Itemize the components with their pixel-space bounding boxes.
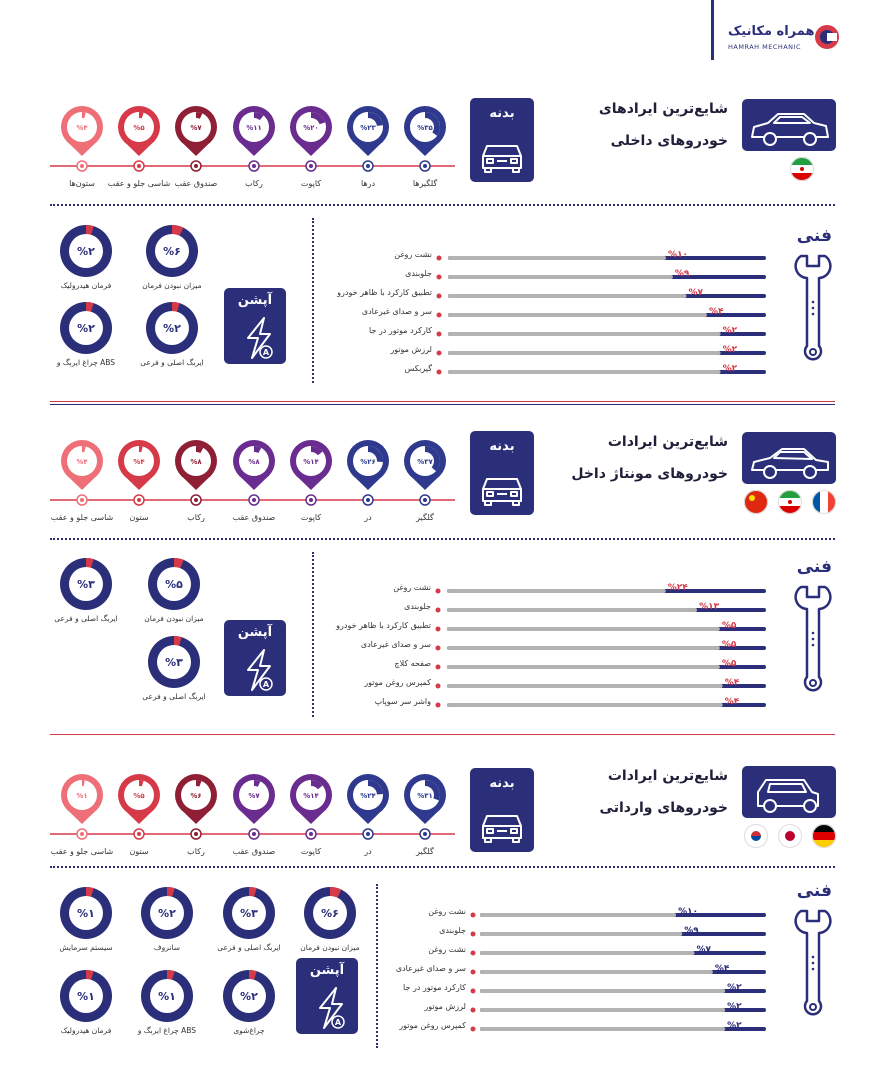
pin-marker — [344, 774, 392, 842]
wrench-icon — [793, 583, 833, 695]
donut-value: %۲ — [77, 245, 95, 258]
bar-track — [447, 645, 766, 651]
brand-name: همراه مکانیک — [728, 24, 815, 39]
bar-track — [447, 702, 766, 708]
option-donut-label: چراغ ایربگ و ABS — [56, 358, 116, 367]
pin-value: %۳۷ — [417, 458, 433, 466]
pin-value: %۱ — [76, 792, 88, 800]
pin-marker — [58, 106, 106, 174]
section-3-vertical-divider — [376, 884, 378, 1048]
bar-label: کمپرس روغن موتور — [364, 678, 431, 687]
pin-label: ستون — [129, 513, 149, 522]
bar-value: %۲ — [722, 326, 738, 336]
option-donut — [147, 635, 201, 689]
donut-value: %۱ — [77, 907, 95, 920]
option-donut-label: ایربگ اصلی و فرعی — [217, 943, 281, 952]
pin-label: رکاب — [187, 513, 205, 522]
svg-text:A: A — [262, 348, 270, 357]
pin-label: درها — [360, 179, 376, 188]
option-donut-label: فرمان هیدرولیک — [60, 1026, 112, 1035]
bar-value: %۴ — [714, 964, 730, 974]
bar-bullet — [434, 625, 442, 633]
korea-flag-icon — [744, 824, 768, 848]
pin-value: %۳۱ — [417, 792, 433, 800]
bar-fill — [480, 913, 676, 917]
option-donut-label: ایربگ اصلی و فرعی — [142, 692, 206, 701]
bar-label: تطبیق کارکرد با ظاهر خودرو — [336, 621, 431, 630]
bar-bullet — [434, 587, 442, 595]
pin-label: گلگیر — [416, 847, 434, 856]
bar-label: گیربکس — [404, 364, 432, 373]
pin-label: گلگیر — [416, 513, 434, 522]
bar-fill — [447, 684, 723, 688]
bar-fill — [447, 589, 666, 593]
bar-fill — [448, 332, 721, 336]
bar-label: جلوبندی — [405, 269, 432, 278]
car-front-icon — [477, 808, 527, 846]
pin-marker — [401, 106, 449, 174]
option-donut — [147, 557, 201, 611]
option-category-label: آپشن — [237, 625, 273, 640]
bar-track — [447, 588, 766, 594]
pin-value: %۲۳ — [360, 124, 376, 132]
pin-marker — [401, 774, 449, 842]
bar-bullet — [435, 254, 443, 262]
bar-label: واشر سر سوپاپ — [374, 697, 431, 706]
car-icon-box — [742, 766, 836, 818]
option-donut — [140, 886, 194, 940]
bar-fill — [447, 703, 723, 707]
bar-value: %۲ — [722, 364, 738, 374]
option-donut-label: ایربگ اصلی و فرعی — [140, 358, 204, 367]
bar-label: سر و صدای غیرعادی — [360, 640, 431, 649]
bar-fill — [480, 989, 725, 993]
section-title-line-2: خودروهای مونتاژ داخل — [571, 466, 728, 482]
bar-bullet — [435, 311, 443, 319]
pin-value: %۲۰ — [303, 124, 319, 132]
bar-value: %۱۰ — [678, 907, 699, 917]
section-3-dotted-divider — [50, 866, 835, 868]
bar-track — [448, 331, 766, 337]
section-title-line-1: شایع‌ترین ایرادات — [607, 434, 728, 450]
bar-value: %۲ — [722, 345, 738, 355]
pin-marker — [230, 106, 278, 174]
car-front-icon — [477, 471, 527, 509]
bar-fill — [448, 370, 721, 374]
bar-track — [480, 912, 766, 918]
option-category-box — [224, 620, 286, 696]
option-donut-label: فرمان هیدرولیک — [60, 281, 112, 290]
brand-logo — [722, 24, 842, 60]
pin-value: %۱۱ — [246, 124, 262, 132]
bar-bullet — [469, 987, 477, 995]
donut-value: %۳ — [240, 907, 258, 920]
pin-marker — [115, 106, 163, 174]
pin-value: %۱۴ — [303, 792, 319, 800]
pin-label: ستون‌ها — [69, 179, 95, 188]
bar-value: %۵ — [721, 621, 737, 631]
section-title-line-1: شایع‌ترین ایرادات — [607, 768, 728, 784]
pin-label: شاسی جلو و عقب — [50, 513, 114, 522]
brand-subtitle: HAMRAH MECHANIC — [728, 43, 802, 51]
bar-label: نشت روغن — [393, 583, 431, 592]
pin-marker — [172, 440, 220, 508]
option-donut — [303, 886, 357, 940]
car-front-icon — [477, 138, 527, 176]
bar-track — [480, 988, 766, 994]
body-category-label: بدنه — [489, 776, 515, 791]
pin-value: %۱۴ — [303, 458, 319, 466]
bar-track — [447, 683, 766, 689]
suv-icon — [746, 768, 834, 816]
pin-value: %۲۶ — [360, 458, 376, 466]
pin-label: رکاب — [245, 179, 263, 188]
bar-track — [480, 950, 766, 956]
wrench-icon — [793, 907, 833, 1019]
pin-value: %۸ — [190, 458, 202, 466]
bar-bullet — [434, 644, 442, 652]
option-donut — [59, 886, 113, 940]
body-category-box — [470, 768, 534, 852]
pin-label: صندوق عقب — [174, 179, 218, 188]
bar-track — [480, 1026, 766, 1032]
section-divider-1 — [50, 401, 835, 402]
option-donut — [59, 557, 113, 611]
bar-fill — [448, 294, 687, 298]
option-donut-label: چراغ‌شوی — [233, 1026, 265, 1035]
pin-value: %۴ — [76, 458, 88, 466]
bar-label: لرزش موتور — [390, 345, 432, 354]
bar-fill — [448, 256, 666, 260]
bar-label: نشت روغن — [428, 907, 466, 916]
iran-flag-icon — [778, 490, 802, 514]
lightning-bolt-icon — [310, 986, 346, 1032]
donut-value: %۱ — [77, 990, 95, 1003]
section-divider-1b — [50, 404, 835, 405]
brand-emblem-icon — [814, 24, 840, 50]
bar-value: %۱۳ — [699, 602, 720, 612]
bar-value: %۱۰ — [668, 250, 689, 260]
bar-bullet — [435, 292, 443, 300]
option-donut — [222, 886, 276, 940]
pin-marker — [230, 440, 278, 508]
bar-label: کمپرس روغن موتور — [399, 1021, 466, 1030]
option-donut-label: میزان نبودن فرمان — [144, 614, 204, 623]
pin-marker — [172, 774, 220, 842]
bar-bullet — [435, 273, 443, 281]
bar-value: %۲۴ — [667, 583, 688, 593]
bar-fill — [480, 951, 695, 955]
pin-value: %۶ — [190, 792, 202, 800]
bar-fill — [448, 275, 673, 279]
car-icon-box — [742, 432, 836, 484]
bar-track — [447, 664, 766, 670]
donut-value: %۲ — [163, 322, 181, 335]
pin-marker — [287, 106, 335, 174]
section-1-dotted-divider — [50, 204, 835, 206]
option-donut — [59, 301, 113, 355]
option-donut-label: ایربگ اصلی و فرعی — [54, 614, 118, 623]
bar-bullet — [435, 330, 443, 338]
option-category-label: آپشن — [237, 293, 273, 308]
bar-bullet — [469, 968, 477, 976]
bar-track — [448, 293, 766, 299]
bar-fill — [480, 1027, 725, 1031]
pin-marker — [115, 440, 163, 508]
pin-value: %۸ — [248, 458, 260, 466]
bar-track — [448, 369, 766, 375]
iran-flag-icon — [790, 157, 814, 181]
bar-bullet — [434, 701, 442, 709]
bar-fill — [480, 970, 713, 974]
section-1-vertical-divider — [312, 218, 314, 383]
bar-value: %۷ — [688, 288, 704, 298]
bar-label: نشت روغن — [394, 250, 432, 259]
bar-bullet — [469, 1025, 477, 1033]
pin-value: %۷ — [248, 792, 260, 800]
bar-bullet — [435, 349, 443, 357]
option-donut — [59, 224, 113, 278]
coupe-icon — [746, 434, 834, 482]
logo-divider — [711, 0, 714, 60]
option-donut — [140, 969, 194, 1023]
option-donut-label: سانروف — [153, 943, 181, 952]
bar-label: کارکرد موتور در جا — [403, 983, 466, 992]
bar-fill — [447, 608, 697, 612]
bar-track — [448, 255, 766, 261]
bar-value: %۲ — [727, 1021, 742, 1031]
bar-bullet — [434, 663, 442, 671]
section-title-line-1: شایع‌ترین ایرادهای — [598, 101, 728, 117]
bar-fill — [448, 313, 707, 317]
bar-value: %۴ — [708, 307, 724, 317]
technical-title: فنی — [796, 881, 832, 901]
pin-marker — [58, 774, 106, 842]
bar-value: %۷ — [696, 945, 712, 955]
japan-flag-icon — [778, 824, 802, 848]
svg-text:A: A — [262, 680, 270, 689]
section-title-line-2: خودروهای داخلی — [610, 133, 728, 149]
pin-marker — [287, 440, 335, 508]
bar-value: %۹ — [674, 269, 690, 279]
bar-label: لرزش موتور — [424, 1002, 466, 1011]
technical-title: فنی — [796, 557, 832, 577]
section-title-line-2: خودروهای وارداتی — [599, 800, 728, 816]
wrench-icon — [793, 252, 833, 364]
pin-label: صندوق عقب — [232, 847, 276, 856]
pin-value: %۳۵ — [417, 124, 433, 132]
bar-bullet — [469, 949, 477, 957]
pin-marker — [344, 440, 392, 508]
pin-label: در — [364, 847, 372, 856]
bar-label: نشت روغن — [428, 945, 466, 954]
bar-fill — [480, 1008, 725, 1012]
option-donut-label: سیستم سرمایش — [59, 943, 113, 952]
bar-bullet — [469, 911, 477, 919]
france-flag-icon — [812, 490, 836, 514]
donut-value: %۵ — [165, 578, 183, 591]
bar-bullet — [469, 1006, 477, 1014]
bar-fill — [447, 627, 720, 631]
pin-value: %۴ — [76, 124, 88, 132]
germany-flag-icon — [812, 824, 836, 848]
bar-value: %۴ — [724, 678, 740, 688]
option-donut-label: چراغ ایربگ و ABS — [137, 1026, 197, 1035]
bar-value: %۲ — [727, 983, 742, 993]
pin-value: %۵ — [133, 792, 145, 800]
pin-marker — [344, 106, 392, 174]
pin-marker — [230, 774, 278, 842]
bar-bullet — [469, 930, 477, 938]
donut-value: %۳ — [165, 656, 183, 669]
bar-bullet — [434, 606, 442, 614]
bar-label: سر و صدای غیرعادی — [395, 964, 466, 973]
bar-track — [448, 274, 766, 280]
option-donut-label: میزان نبودن فرمان — [142, 281, 202, 290]
bar-label: تطبیق کارکرد با ظاهر خودرو — [337, 288, 432, 297]
bar-track — [480, 1007, 766, 1013]
bar-label: صفحه کلاچ — [394, 659, 431, 668]
pin-label: ستون — [129, 847, 149, 856]
donut-value: %۱ — [158, 990, 176, 1003]
technical-title: فنی — [796, 226, 832, 246]
option-category-box — [224, 288, 286, 364]
option-donut — [145, 301, 199, 355]
bar-track — [480, 931, 766, 937]
pin-marker — [401, 440, 449, 508]
lightning-bolt-icon — [238, 316, 274, 362]
pin-label: کاپوت — [300, 179, 322, 188]
body-category-label: بدنه — [489, 439, 515, 454]
option-donut-label: میزان نبودن فرمان — [300, 943, 360, 952]
pin-label: صندوق عقب — [232, 513, 276, 522]
donut-value: %۶ — [321, 907, 339, 920]
option-category-box — [296, 958, 358, 1034]
pin-value: %۲۴ — [360, 792, 376, 800]
pin-marker — [115, 774, 163, 842]
pin-marker — [172, 106, 220, 174]
pin-label: شاسی جلو و عقب — [50, 847, 114, 856]
donut-value: %۲ — [158, 907, 176, 920]
pin-label: رکاب — [187, 847, 205, 856]
pin-value: %۷ — [190, 124, 202, 132]
sedan-icon — [746, 101, 834, 149]
pin-marker — [287, 774, 335, 842]
body-category-box — [470, 431, 534, 515]
donut-value: %۳ — [77, 578, 95, 591]
bar-bullet — [434, 682, 442, 690]
pin-label: کاپوت — [300, 513, 322, 522]
bar-label: کارکرد موتور در جا — [369, 326, 432, 335]
pin-label: در — [364, 513, 372, 522]
svg-text:A: A — [334, 1018, 342, 1027]
option-donut — [222, 969, 276, 1023]
section-2-vertical-divider — [312, 552, 314, 717]
pin-value: %۵ — [133, 124, 145, 132]
pin-label: کاپوت — [300, 847, 322, 856]
bar-fill — [447, 665, 720, 669]
section-divider-2 — [50, 734, 835, 735]
option-donut — [145, 224, 199, 278]
body-category-label: بدنه — [489, 106, 515, 121]
bar-value: %۹ — [684, 926, 699, 936]
body-category-box — [470, 98, 534, 182]
bar-fill — [480, 932, 682, 936]
bar-value: %۴ — [724, 697, 740, 707]
pin-label: شاسی جلو و عقب — [107, 179, 171, 188]
donut-value: %۲ — [77, 322, 95, 335]
bar-fill — [447, 646, 720, 650]
bar-label: جلوبندی — [404, 602, 431, 611]
lightning-bolt-icon — [238, 648, 274, 694]
donut-value: %۲ — [240, 990, 258, 1003]
bar-value: %۵ — [721, 640, 737, 650]
bar-fill — [448, 351, 721, 355]
section-2-dotted-divider — [50, 538, 835, 540]
bar-label: جلوبندی — [439, 926, 466, 935]
option-category-label: آپشن — [309, 963, 345, 978]
donut-value: %۶ — [163, 245, 181, 258]
bar-value: %۲ — [727, 1002, 742, 1012]
car-icon-box — [742, 99, 836, 151]
pin-marker — [58, 440, 106, 508]
bar-track — [448, 350, 766, 356]
bar-bullet — [435, 368, 443, 376]
pin-value: %۴ — [133, 458, 145, 466]
china-flag-icon — [744, 490, 768, 514]
bar-track — [447, 626, 766, 632]
pin-label: گلگیرها — [412, 179, 438, 188]
option-donut — [59, 969, 113, 1023]
bar-label: سر و صدای غیرعادی — [361, 307, 432, 316]
bar-value: %۵ — [721, 659, 737, 669]
